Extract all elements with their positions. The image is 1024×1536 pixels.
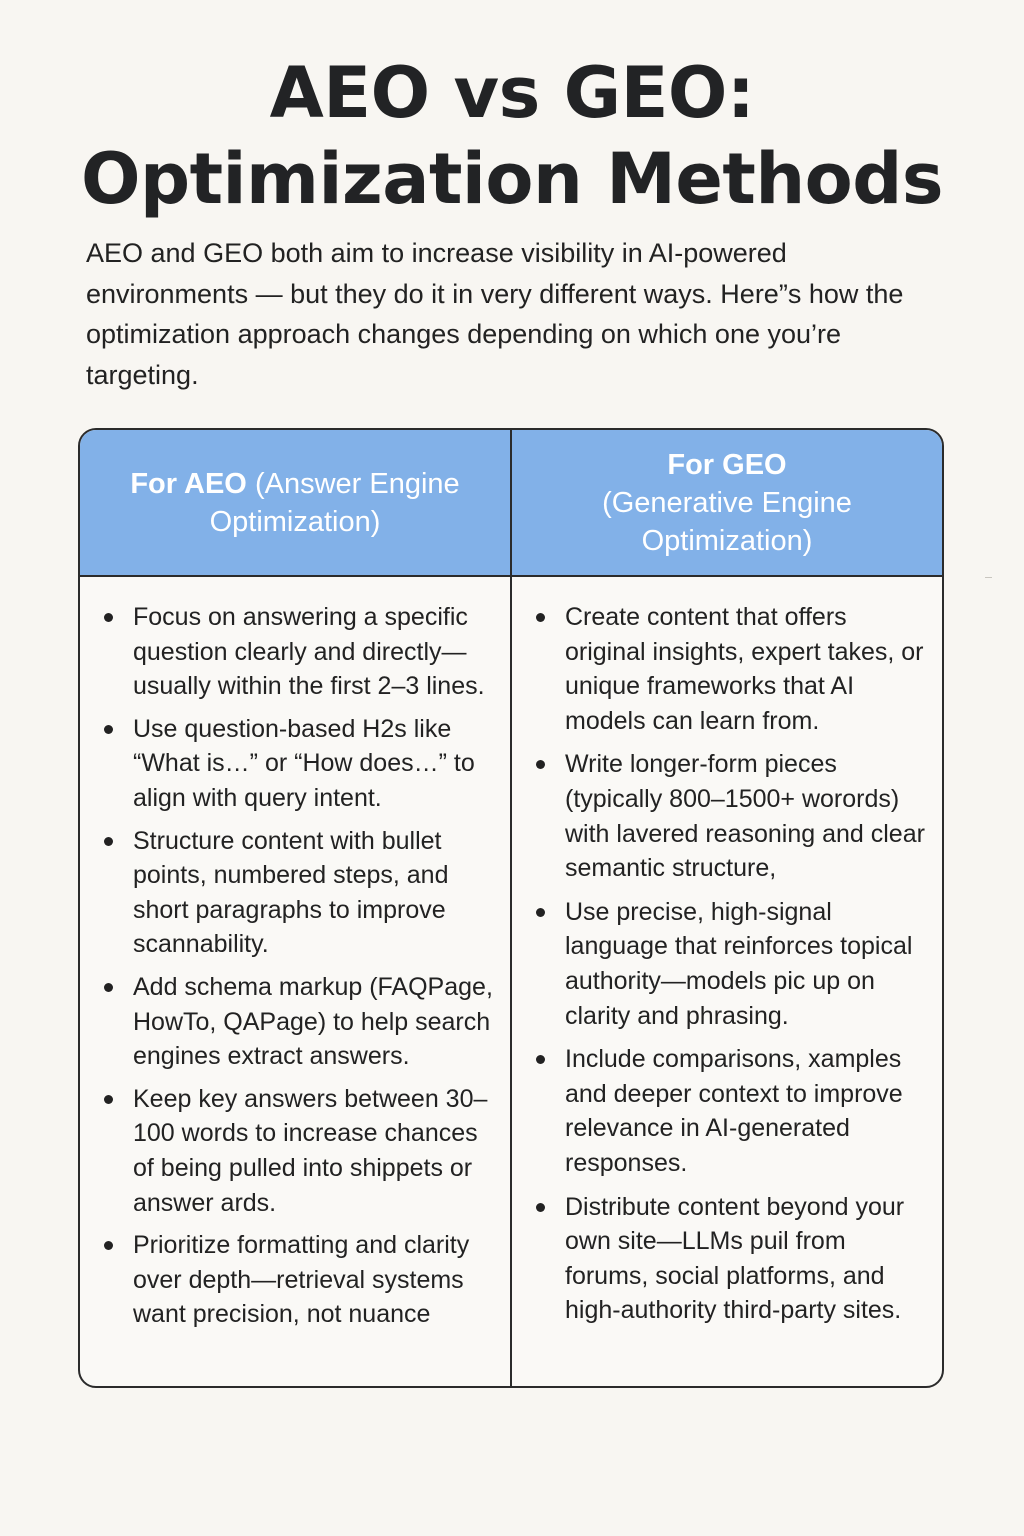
list-item xyxy=(102,712,502,816)
column-header-aeo xyxy=(80,430,510,575)
geo-item-text: Write longer-form pieces (typically 800–1500+ worords) with lavered reasoning and clear semantic structure, xyxy=(565,750,925,883)
column-header-geo-bold: For GEO xyxy=(667,448,787,481)
aeo-bullet-list xyxy=(102,600,502,1340)
aeo-item-text: Focus on answering a specific question clearly and directly— usually within the first 2–3 lines. xyxy=(133,603,485,701)
bullet-icon xyxy=(104,1241,113,1250)
page-title-line-1: AEO vs GEO: xyxy=(269,52,755,134)
list-item xyxy=(534,600,934,738)
aeo-item-text: Use question-based H2s like “What is…” or “How does…” to align with query intent. xyxy=(133,714,475,812)
list-item xyxy=(534,1190,934,1328)
bullet-icon xyxy=(536,908,545,917)
bullet-icon xyxy=(104,725,113,734)
list-item xyxy=(102,1082,502,1220)
column-header-aeo-bold: For AEO xyxy=(130,467,247,500)
list-item xyxy=(534,1042,934,1180)
aeo-item-text: Prioritize formatting and clarity over depth—retrieval systems want precision, not nuance xyxy=(133,1231,470,1329)
list-item xyxy=(102,970,502,1074)
column-divider xyxy=(510,430,512,1386)
page-title xyxy=(0,50,1024,222)
page-title-line-2: Optimization Methods xyxy=(80,138,944,220)
geo-item-text: Include comparisons, xamples and deeper context to improve relevance in AI-generated responses. xyxy=(565,1045,903,1177)
geo-bullet-list xyxy=(534,600,934,1337)
list-item xyxy=(534,747,934,885)
aeo-item-text: Structure content with bullet points, numbered steps, and short paragraphs to improve scannability. xyxy=(133,826,449,959)
column-header-geo-rest: (Generative Engine Optimization) xyxy=(602,486,852,557)
aeo-item-text: Add schema markup (FAQPage, HowTo, QAPage) to help search engines extract answers. xyxy=(133,972,493,1071)
bullet-icon xyxy=(104,983,113,992)
list-item xyxy=(534,895,934,1033)
column-header-geo xyxy=(512,430,942,575)
bullet-icon xyxy=(536,1055,545,1064)
comparison-table xyxy=(78,428,944,1388)
bullet-icon xyxy=(536,1203,545,1212)
list-item xyxy=(102,600,502,704)
geo-item-text: Distribute content beyond your own site—LLMs puil from forums, social platforms, and high-authority third-party sites. xyxy=(565,1192,905,1325)
bullet-icon xyxy=(536,613,545,622)
aeo-item-text: Keep key answers between 30–100 words to increase chances of being pulled into shippets or answer ards. xyxy=(133,1084,488,1217)
column-header-aeo-rest: (Answer Engine Optimization) xyxy=(209,467,460,538)
bullet-icon xyxy=(536,760,545,769)
intro-paragraph: AEO and GEO both aim to increase visibility in AI-powered environments — but they do it in very different ways. Here”s how the optimization approach changes depending on which one you’re targeting. xyxy=(86,238,904,390)
geo-item-text: Use precise, high-signal language that reinforces topical authority—models pic up on clarity and phrasing. xyxy=(565,897,913,1030)
bullet-icon xyxy=(104,837,113,846)
list-item xyxy=(102,1228,502,1332)
stray-mark xyxy=(985,577,992,578)
bullet-icon xyxy=(104,613,113,622)
bullet-icon xyxy=(104,1095,113,1104)
geo-item-text: Create content that offers original insights, expert takes, or unique frameworks that AI models can learn from. xyxy=(565,603,924,735)
list-item xyxy=(102,824,502,962)
